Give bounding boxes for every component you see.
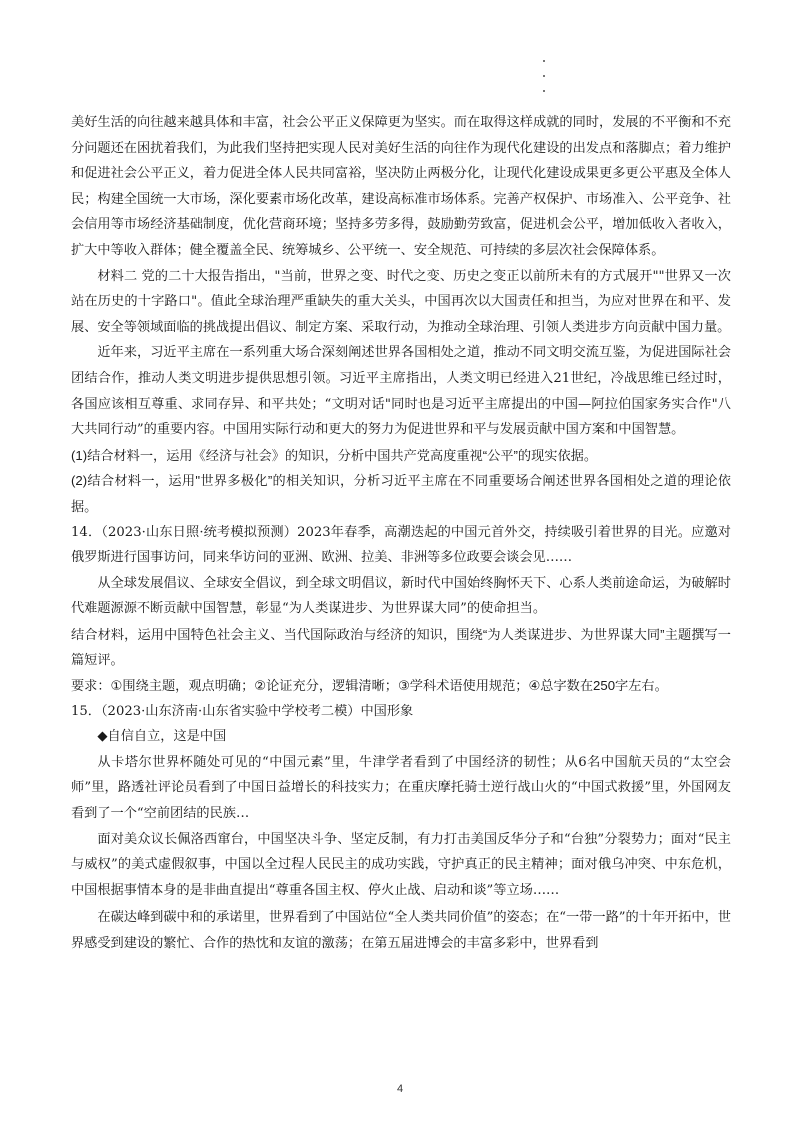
material-one-continued: 美好生活的向往越来越具体和丰富，社会公平正义保障更为坚实。而在取得这样成就的同时，发展的不平衡和不充分问题还在困扰着我们，为此我们坚持把实现人民对美好生活的向往作为现代化建设的出发点和落脚点；着力维护和促进社会公平正义，着力促进全体人民共同富裕，坚决防止两极分化，让现代化建设成果更多更公平惠及全体人民；构建全国统一大市场，深化要素市场化改革，建设高标准市场体系。完善产权保护、市场准入、公平竞争、社会信用等市场经济基础制度，优化营商环境；坚持多劳多得，鼓励勤劳致富，促进机会公平，增加低收入者收入，扩大中等收入群体；健全覆盖全民、统筹城乡、公平统一、安全规范、可持续的多层次社会保障体系。 bbox=[71, 115, 731, 258]
question-13-part-2: (2)结合材料一，运用"世界多极化”的相关知识，分析习近平主席在不同重要场合阐述世界各国相处之道的理论依据。 bbox=[71, 473, 731, 514]
question-14-material: 从全球发展倡议、全球安全倡议，到全球文明倡议，新时代中国始终胸怀天下、心系人类前途命运，为破解时代难题源源不断贡献中国智慧，彰显“为人类谋进步、为世界谋大同”的使命担当。 bbox=[71, 575, 731, 617]
question-14-requirements: 要求：①围绕主题，观点明确；②论证充分，逻辑清晰；③学科术语使用规范；④总字数在250字左右。 bbox=[71, 678, 668, 694]
question-15-paragraph-2: 面对美众议长佩洛西窜台，中国坚决斗争、坚定反制，有力打击美国反华分子和“台独”分裂势力；面对“民主与威权”的美式虚假叙事，中国以全过程人民民主的成功实践，守护真正的民主精神；面对俄乌冲突、中东危机，中国根据事情本身的是非曲直提出“尊重各国主权、停火止战、启动和谈”等立场…… bbox=[71, 831, 731, 898]
margin-dots bbox=[543, 60, 547, 110]
material-two-paragraph-1: 材料二 党的二十大报告指出，"当前，世界之变、时代之变、历史之变正以前所未有的方式展开""世界又一次站在历史的十字路口"。值此全球治理严重缺失的重大关头，中国再次以大国责任和担当，为应对世界在和平、发展、安全等领域面临的挑战提出倡议、制定方案、采取行动，为推动全球治理、引领人类进步方向贡献中国力量。 bbox=[71, 268, 731, 335]
material-two-paragraph-2: 近年来，习近平主席在一系列重大场合深刻阐述世界各国相处之道，推动不同文明交流互鉴，为促进国际社会团结合作，推动人类文明进步提供思想引领。习近平主席指出，人类文明已经进入21世纪，冷战思维已经过时，各国应该相互尊重、求同存异、和平共处；“文明对话"同时也是习近平主席提出的中国—阿拉伯国家务实合作"八大共同行动”的重要内容。中国用实际行动和更大的努力为促进世界和平与发展贡献中国方案和中国智慧。 bbox=[71, 345, 731, 438]
question-15-subheading: ◆自信自立，这是中国 bbox=[97, 729, 227, 745]
page-content bbox=[71, 110, 731, 957]
question-15-paragraph-3: 在碳达峰到碳中和的承诺里，世界看到了中国站位“全人类共同价值”的姿态；在“一带一路”的十年开拓中，世界感受到建设的繁忙、合作的热忱和友谊的激荡；在第五届进博会的丰富多彩中，世界看到 bbox=[71, 910, 731, 951]
question-13-part-1: (1)结合材料一，运用《经济与社会》的知识，分析中国共产党高度重视“公平”的现实依据。 bbox=[71, 447, 598, 463]
question-14-heading: 14．（2023·山东日照·统考模拟预测）2023年春季，高潮迭起的中国元首外交，持续吸引着世界的目光。应邀对俄罗斯进行国事访问，同来华访问的亚洲、欧洲、拉美、非洲等多位政要会谈会见…… bbox=[71, 524, 731, 566]
question-15-heading: 15．（2023·山东济南·山东省实验中学校考二模）中国形象 bbox=[71, 703, 414, 719]
question-14-task: 结合材料，运用中国特色社会主义、当代国际政治与经济的知识，围绕“为人类谋进步、为世界谋大同”主题撰写一篇短评。 bbox=[71, 626, 731, 668]
question-15-paragraph-1: 从卡塔尔世界杯随处可见的“中国元素”里，牛津学者看到了中国经济的韧性；从6名中国航天员的“太空会师”里，路透社评论员看到了中国日益增长的科技实力；在重庆摩托骑士逆行战山火的“中国式救援”里，外国网友看到了一个“空前团结的民族… bbox=[71, 754, 731, 822]
page-number: 4 bbox=[396, 1083, 404, 1095]
